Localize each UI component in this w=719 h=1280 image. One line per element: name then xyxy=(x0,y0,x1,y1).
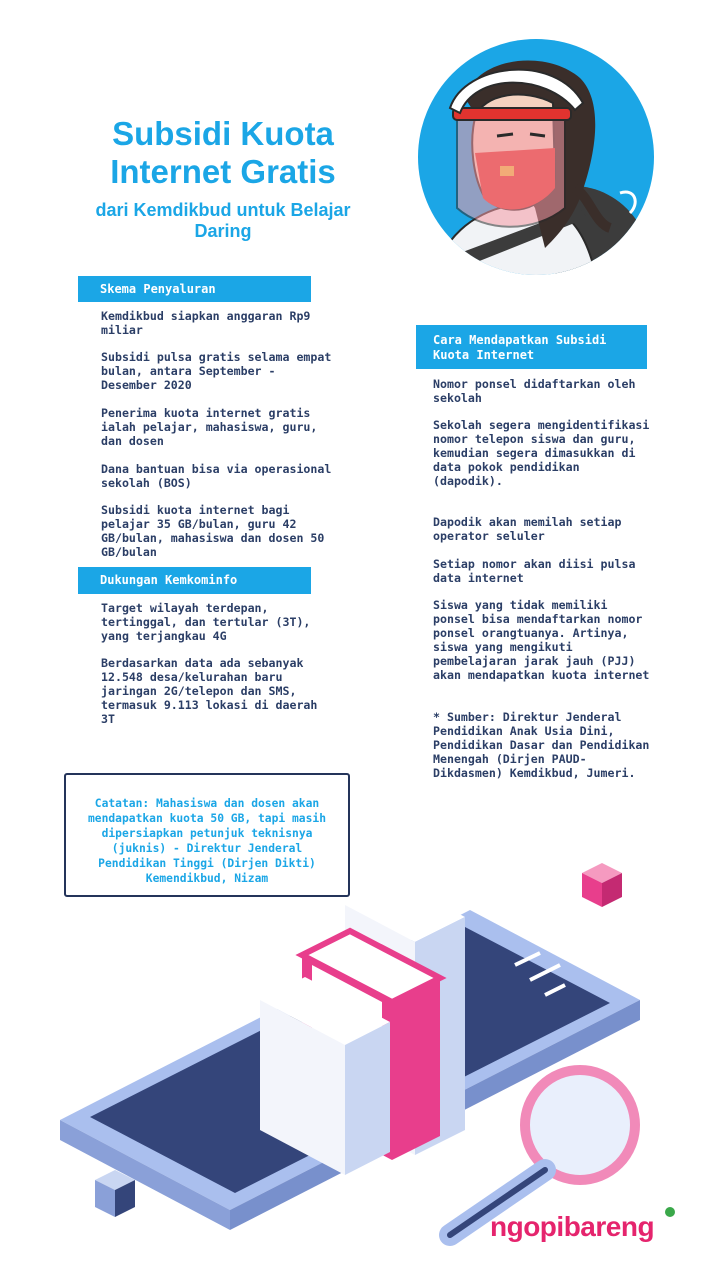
cara-item-1: Nomor ponsel didaftarkan oleh sekolah xyxy=(433,377,636,405)
student-face-shield-illustration xyxy=(405,38,667,276)
cube-icon-small xyxy=(95,1170,135,1217)
page-title: Subsidi Kuota Internet Gratis xyxy=(110,115,336,190)
logo-dot-icon xyxy=(665,1207,675,1217)
cara-item-source: * Sumber: Direktur Jenderal Pendidikan Anak Usia Dini, Pendidikan Dasar dan Pendidikan Menengah (Dirjen PAUD-Dikdasmen) Kemdikbud, Jumeri. xyxy=(433,710,650,780)
section-header-cara-mendapatkan: Cara Mendapatkan Subsidi Kuota Internet xyxy=(416,325,647,369)
dukungan-item-2: Berdasarkan data ada sebanyak 12.548 desa/kelurahan baru jaringan 2G/telepon dan SMS, termasuk 9.113 lokasi di daerah 3T xyxy=(101,656,318,726)
cara-item-5: Siswa yang tidak memiliki ponsel bisa mendaftarkan nomor ponsel orangtuanya. Artinya, siswa yang mengikuti pembelajaran jarak jauh (PJJ) akan mendapatkan kuota internet xyxy=(433,598,650,682)
cube-icon xyxy=(582,863,622,907)
cara-item-3: Dapodik akan memilah setiap operator seluler xyxy=(433,515,622,543)
ngopibareng-logo: ngopibareng xyxy=(490,1211,655,1242)
page-subtitle: dari Kemdikbud untuk Belajar Daring xyxy=(95,200,351,241)
note-box: Catatan: Mahasiswa dan dosen akan mendapatkan kuota 50 GB, tapi masih dipersiapkan petunjuk teknisnya (juknis) - Direktur Jenderal Pendidikan Tinggi (Dirjen Dikti) Kemendikbud, Nizam xyxy=(64,773,350,897)
dukungan-item-1: Target wilayah terdepan, tertinggal, dan tertular (3T), yang terjangkau 4G xyxy=(101,601,311,643)
skema-item-5: Subsidi kuota internet bagi pelajar 35 GB/bulan, guru 42 GB/bulan, mahasiswa dan dosen 50 GB/bulan xyxy=(101,503,325,559)
section-header-skema-penyaluran: Skema Penyaluran xyxy=(78,276,311,302)
cara-item-4: Setiap nomor akan diisi pulsa data internet xyxy=(433,557,636,585)
skema-item-4: Dana bantuan bisa via operasional sekolah (BOS) xyxy=(101,462,332,490)
skema-item-2: Subsidi pulsa gratis selama empat bulan, antara September - Desember 2020 xyxy=(101,350,332,392)
cara-item-2: Sekolah segera mengidentifikasi nomor telepon siswa dan guru, kemudian segera dimasukkan di data pokok pendidikan (dapodik). xyxy=(433,418,650,488)
section-header-dukungan-kemkominfo: Dukungan Kemkominfo xyxy=(78,567,311,594)
skema-item-1: Kemdikbud siapkan anggaran Rp9 miliar xyxy=(101,309,311,337)
skema-item-3: Penerima kuota internet gratis ialah pelajar, mahasiswa, guru, dan dosen xyxy=(101,406,318,448)
